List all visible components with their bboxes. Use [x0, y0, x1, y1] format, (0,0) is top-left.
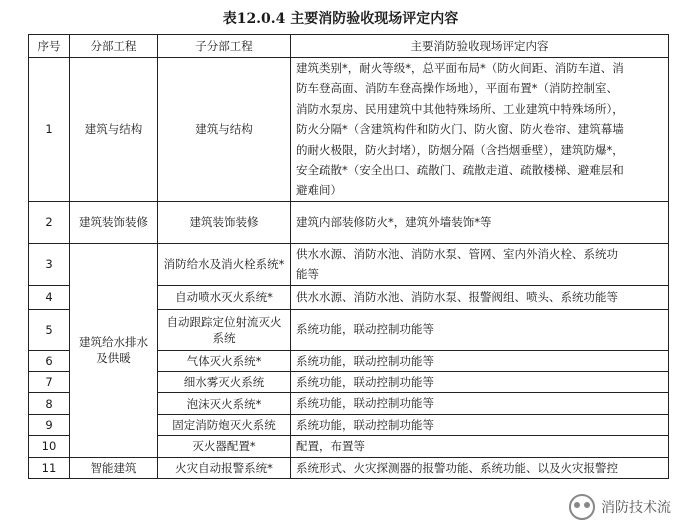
row-subsection: 建筑装饰装修	[158, 201, 291, 243]
row-section: 智能建筑	[70, 457, 158, 478]
content-line: 系统功能，联动控制功能等	[296, 353, 434, 368]
table-row	[29, 201, 669, 243]
row-no: 5	[29, 309, 70, 350]
watermark-text: 消防技术流	[601, 500, 671, 516]
content-line: 系统功能，联动控制功能等	[296, 322, 434, 337]
content-line: 防车登高面、消防车登高操作场地），平面布置*（消防控制室、	[296, 81, 618, 96]
content-line: 建筑类别*，耐火等级*，总平面布局*（防火间距、消防车道、消	[296, 61, 624, 75]
watermark	[565, 492, 675, 522]
row-no: 3	[29, 243, 70, 285]
row-no: 7	[29, 372, 70, 393]
row-subsection: 建筑与结构	[158, 58, 291, 202]
row-subsection: 气体灭火系统*	[158, 350, 291, 371]
content-line: 能等	[296, 267, 319, 282]
row-section: 建筑装饰装修	[70, 201, 158, 243]
content-line: 系统功能，联动控制功能等	[296, 417, 434, 432]
table-row	[29, 457, 669, 478]
header-content: 主要消防验收现场评定内容	[291, 35, 669, 58]
content-line: 建筑内部装修防火*，建筑外墙装饰*等	[296, 215, 492, 230]
content-line: 防火分隔*（含建筑构件和防火门、防火窗、防火卷帘、建筑幕墙	[296, 122, 624, 137]
row-section: 建筑给水排水及供暖	[70, 243, 158, 457]
content-line: 供水水源、消防水池、消防水泵、管网、室内外消火栓、系统功	[296, 246, 618, 261]
content-line: 的耐火极限，防火封堵），防烟分隔（含挡烟垂壁），建筑防爆*，	[296, 142, 624, 157]
content-line: 配置，布置等	[296, 439, 365, 454]
header-section: 分部工程	[70, 35, 158, 58]
table-header-row	[29, 35, 669, 58]
row-content	[291, 309, 669, 350]
row-no: 2	[29, 201, 70, 243]
row-content	[291, 436, 669, 457]
row-subsection: 自动跟踪定位射流灭火系统	[158, 309, 291, 350]
table-row	[29, 58, 669, 202]
row-subsection: 细水雾灭火系统	[158, 372, 291, 393]
table-title: 表12.0.4 主要消防验收现场评定内容	[222, 11, 459, 27]
wechat-icon	[569, 494, 595, 520]
row-content	[291, 201, 669, 243]
evaluation-table	[28, 34, 669, 479]
content-line: 避难间）	[296, 183, 342, 198]
content-line: 系统功能，联动控制功能等	[296, 396, 434, 411]
row-content	[291, 372, 669, 393]
row-content	[291, 58, 669, 202]
content-line: 消防水泵房、民用建筑中其他特殊场所、工业建筑中特殊场所），	[296, 101, 624, 116]
row-no: 1	[29, 58, 70, 202]
row-subsection: 火灾自动报警系统*	[158, 457, 291, 478]
row-no: 9	[29, 414, 70, 435]
content-line: 系统功能，联动控制功能等	[296, 375, 434, 390]
header-subsection: 子分部工程	[158, 35, 291, 58]
content-line: 供水水源、消防水池、消防水泵、报警阀组、喷头、系统功能等	[296, 289, 618, 304]
row-content	[291, 285, 669, 309]
row-content	[291, 243, 669, 285]
row-no: 10	[29, 436, 70, 457]
content-line: 系统形式、火灾探测器的报警功能、系统功能、以及火灾报警控	[296, 460, 618, 475]
row-no: 11	[29, 457, 70, 478]
row-subsection: 固定消防炮灭火系统	[158, 414, 291, 435]
row-subsection: 泡沫灭火系统*	[158, 393, 291, 414]
table-row	[29, 243, 669, 285]
row-subsection: 消防给水及消火栓系统*	[158, 243, 291, 285]
row-content	[291, 393, 669, 414]
row-no: 6	[29, 350, 70, 371]
row-content	[291, 457, 669, 478]
row-section: 建筑与结构	[70, 58, 158, 202]
row-subsection: 灭火器配置*	[158, 436, 291, 457]
row-no: 8	[29, 393, 70, 414]
row-no: 4	[29, 285, 70, 309]
header-no: 序号	[29, 35, 70, 58]
content-line: 安全疏散*（安全出口、疏散门、疏散走道、疏散楼梯、避难层和	[296, 163, 624, 178]
row-subsection: 自动喷水灭火系统*	[158, 285, 291, 309]
row-content	[291, 414, 669, 435]
row-content	[291, 350, 669, 371]
